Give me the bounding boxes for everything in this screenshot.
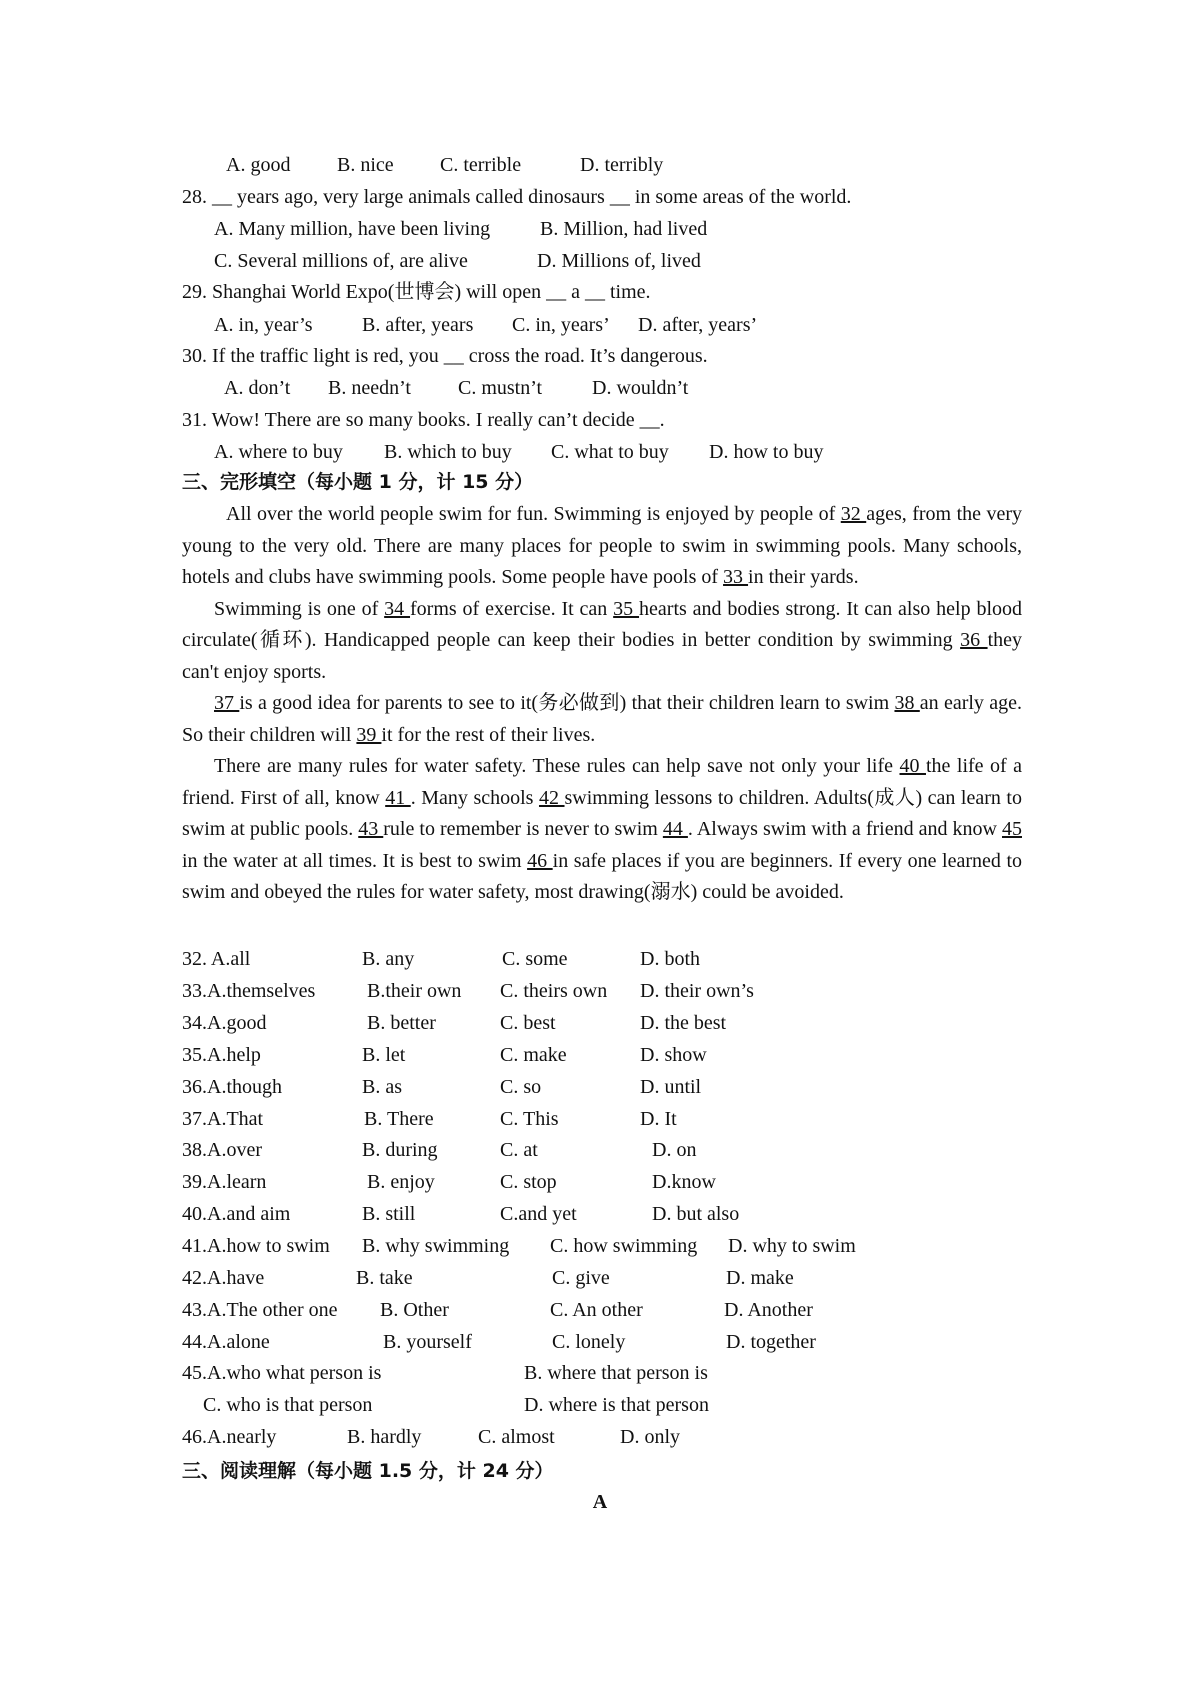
cloze-option-8-2: C.and yet (500, 1203, 577, 1225)
cloze-option-8-3: D. but also (652, 1203, 740, 1225)
cloze-option-10-3: D. make (726, 1267, 794, 1289)
cloze-option-15-0: 46.A.nearly (182, 1426, 277, 1448)
cloze-option-0-2: C. some (502, 948, 568, 970)
blank-44: 44 (662, 818, 688, 840)
cloze-option-12-3: D. together (726, 1331, 816, 1353)
blank-45: 45 (1002, 818, 1022, 840)
cloze-option-7-1: B. enjoy (367, 1171, 435, 1193)
cloze-option-10-2: C. give (552, 1267, 610, 1289)
cloze-option-3-1: B. let (362, 1044, 406, 1066)
cloze-option-12-0: 44.A.alone (182, 1331, 270, 1353)
cloze-option-10-0: 42.A.have (182, 1267, 265, 1289)
passage-paragraph-1: All over the world people swim for fun. Swimming is enjoyed by people of 32 ages, from the very young to the very old. There are many places for people to swim in swimming pools. Many schools, hotels and clubs have swimming pools. Some people have pools of 33 in their yards. (182, 503, 1022, 588)
section-heading-cloze: 三、完形填空（每小题 1 分，计 15 分） (182, 471, 534, 493)
cloze-option-15-1: B. hardly (347, 1426, 422, 1448)
cloze-option-5-1: B. There (364, 1108, 434, 1130)
q31-option-c: C. what to buy (551, 441, 669, 463)
cloze-option-9-1: B. why swimming (362, 1235, 510, 1257)
cloze-option-12-2: C. lonely (552, 1331, 626, 1353)
q27-option-a: A. good (226, 154, 291, 176)
passage-paragraph-2: Swimming is one of 34 forms of exercise. It can 35 hearts and bodies strong. It can also help blood circulate(循环). Handicapped people can keep their bodies in better condition by swimming 36 they can't enjoy sports. (182, 597, 1023, 683)
q27-option-b: B. nice (337, 154, 394, 176)
q28-option-b: B. Million, had lived (540, 218, 708, 240)
cloze-option-4-1: B. as (362, 1076, 402, 1098)
blank-39: 39 (356, 723, 382, 746)
cloze-option-11-0: 43.A.The other one (182, 1299, 338, 1321)
cloze-option-1-0: 33.A.themselves (182, 980, 316, 1002)
blank-38: 38 (894, 692, 920, 714)
cloze-option-0-3: D. both (640, 948, 700, 970)
blank-46: 46 (527, 849, 553, 872)
q29-option-b: B. after, years (362, 314, 474, 336)
cloze-option-6-1: B. during (362, 1139, 438, 1161)
q31-option-d: D. how to buy (709, 441, 824, 463)
q28-option-d: D. Millions of, lived (537, 250, 701, 272)
cloze-option-7-0: 39.A.learn (182, 1171, 267, 1193)
reading-passage-label: A (592, 1491, 608, 1513)
cloze-option-6-3: D. on (652, 1139, 697, 1161)
q31-option-a: A. where to buy (214, 441, 343, 463)
cloze-option-11-2: C. An other (550, 1299, 643, 1321)
q30-option-d: D. wouldn’t (592, 377, 689, 399)
blank-41: 41 (385, 786, 411, 809)
blank-33: 33 (723, 566, 749, 588)
q28-option-a: A. Many million, have been living (214, 218, 491, 240)
blank-40: 40 (899, 755, 926, 777)
blank-43: 43 (358, 818, 384, 840)
cloze-option-3-3: D. show (640, 1044, 707, 1066)
cloze-option-2-1: B. better (367, 1012, 436, 1034)
cloze-option-9-0: 41.A.how to swim (182, 1235, 330, 1257)
cloze-option-1-1: B.their own (367, 980, 462, 1002)
cloze-option-7-2: C. stop (500, 1171, 557, 1193)
q27-option-c: C. terrible (440, 154, 522, 176)
q30-option-b: B. needn’t (328, 377, 411, 399)
cloze-option-11-1: B. Other (380, 1299, 449, 1321)
cloze-option-9-2: C. how swimming (550, 1235, 698, 1257)
blank-35: 35 (613, 597, 640, 620)
cloze-option-7-3: D.know (652, 1171, 716, 1193)
cloze-option-15-2: C. almost (478, 1426, 555, 1448)
blank-36: 36 (960, 629, 988, 651)
cloze-option-5-3: D. It (640, 1108, 677, 1130)
blank-37: 37 (214, 692, 240, 714)
blank-34: 34 (384, 597, 411, 620)
q30-option-c: C. mustn’t (458, 377, 543, 399)
q29-option-d: D. after, years’ (638, 314, 758, 336)
cloze-option-13-1: B. where that person is (524, 1362, 708, 1384)
passage-paragraph-3: 37 is a good idea for parents to see to it(务必做到) that their children learn to swim 38 an early age. So their children will 39 it for the rest of their lives. (182, 692, 1022, 746)
q27-option-d: D. terribly (580, 154, 664, 176)
cloze-option-15-3: D. only (620, 1426, 680, 1448)
q30-stem: 30. If the traffic light is red, you __ cross the road. It’s dangerous. (182, 345, 708, 367)
blank-42: 42 (538, 786, 565, 809)
cloze-passage (182, 499, 1022, 909)
cloze-option-13-0: 45.A.who what person is (182, 1362, 382, 1384)
q29-option-c: C. in, years’ (512, 314, 610, 336)
q28-stem: 28. __ years ago, very large animals called dinosaurs __ in some areas of the world. (182, 186, 852, 208)
blank-32: 32 (840, 503, 867, 525)
cloze-option-5-2: C. This (500, 1108, 559, 1130)
cloze-option-6-2: C. at (500, 1139, 538, 1161)
cloze-option-10-1: B. take (356, 1267, 413, 1289)
q31-option-b: B. which to buy (384, 441, 512, 463)
cloze-option-1-3: D. their own’s (640, 980, 754, 1002)
cloze-option-0-0: 32. A.all (182, 948, 251, 970)
cloze-option-12-1: B. yourself (383, 1331, 472, 1353)
section-heading-reading: 三、阅读理解（每小题 1.5 分，计 24 分） (182, 1460, 554, 1482)
q30-option-a: A. don’t (224, 377, 291, 399)
cloze-option-3-0: 35.A.help (182, 1044, 261, 1066)
cloze-option-6-0: 38.A.over (182, 1139, 262, 1161)
cloze-option-4-3: D. until (640, 1076, 702, 1098)
cloze-option-3-2: C. make (500, 1044, 567, 1066)
cloze-option-14-0: C. who is that person (203, 1394, 373, 1416)
q29-option-a: A. in, year’s (214, 314, 313, 336)
q29-stem: 29. Shanghai World Expo(世博会) will open __ a __ time. (182, 281, 651, 303)
cloze-option-0-1: B. any (362, 948, 415, 970)
cloze-option-14-1: D. where is that person (524, 1394, 709, 1416)
cloze-option-2-2: C. best (500, 1012, 556, 1034)
cloze-option-8-0: 40.A.and aim (182, 1203, 291, 1225)
cloze-option-8-1: B. still (362, 1203, 416, 1225)
cloze-option-2-3: D. the best (640, 1012, 727, 1034)
cloze-option-2-0: 34.A.good (182, 1012, 267, 1034)
cloze-option-9-3: D. why to swim (728, 1235, 856, 1257)
cloze-option-4-2: C. so (500, 1076, 542, 1098)
cloze-option-5-0: 37.A.That (182, 1108, 264, 1130)
cloze-option-11-3: D. Another (724, 1299, 813, 1321)
cloze-option-4-0: 36.A.though (182, 1076, 282, 1098)
passage-paragraph-4: There are many rules for water safety. These rules can help save not only your life 40 the life of a friend. First of all, know 41 . Many schools 42 swimming lessons to children. Adults(成人) can learn to swim at public pools. 43 rule to remember is never to swim 44 . Always swim with a friend and know 45 in the water at all times. It is best to swim 46 in safe places if you are beginners. If every one learned to swim and obeyed the rules for water safety, most drawing(溺水) could be avoided. (182, 755, 1023, 903)
cloze-option-1-2: C. theirs own (500, 980, 608, 1002)
q31-stem: 31. Wow! There are so many books. I really can’t decide __. (182, 409, 665, 431)
q28-option-c: C. Several millions of, are alive (214, 250, 468, 272)
